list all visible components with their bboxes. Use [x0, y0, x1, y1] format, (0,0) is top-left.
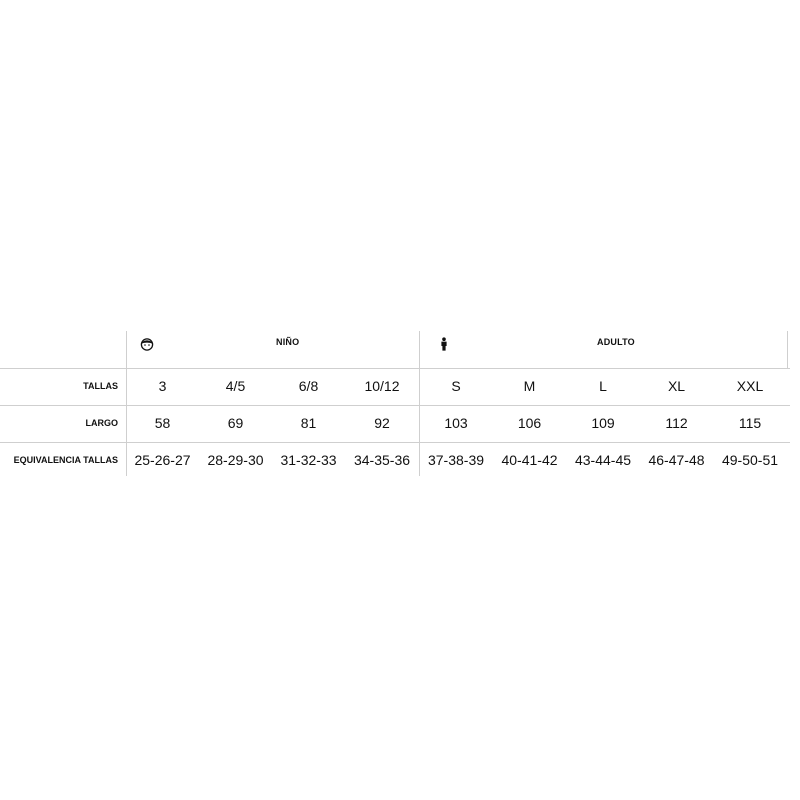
table-cell: 92: [374, 415, 390, 431]
table-cell: 34-35-36: [353, 452, 411, 468]
table-cell: 6/8: [298, 378, 319, 394]
group-header-adulto: [419, 331, 787, 368]
adult-person-icon: [437, 337, 451, 351]
table-cell: 49-50-51: [721, 452, 779, 468]
group-header-ninos: [126, 331, 419, 368]
row-equivalencia-tallas: [0, 442, 790, 479]
row-label-largo: LARGO: [85, 418, 118, 428]
table-cell: 4/5: [225, 378, 246, 394]
table-cell: 10/12: [364, 378, 400, 394]
table-cell: XL: [667, 378, 686, 394]
table-cell: 103: [444, 415, 468, 431]
size-chart-table: [0, 331, 790, 476]
child-face-icon: [140, 337, 154, 351]
table-cell: 69: [227, 415, 244, 431]
table-cell: 3: [158, 378, 167, 394]
table-cell: S: [451, 378, 461, 394]
row-label-tallas: TALLAS: [83, 381, 118, 391]
table-cell: XXL: [736, 378, 764, 394]
group-label-ninos: NIÑO: [276, 337, 300, 347]
table-cell: 40-41-42: [501, 452, 558, 468]
table-cell: L: [599, 378, 607, 394]
table-cell: 115: [738, 415, 762, 431]
table-cell: 25-26-27: [134, 452, 191, 468]
table-cell: M: [523, 378, 536, 394]
group-label-adulto: ADULTO: [597, 337, 635, 347]
table-cell: 81: [300, 415, 317, 431]
table-cell: 112: [665, 415, 688, 431]
table-cell: 31-32-33: [280, 452, 337, 468]
table-cell: 28-29-30: [207, 452, 264, 468]
table-cell: 37-38-39: [427, 452, 485, 468]
table-cell: 46-47-48: [648, 452, 705, 468]
table-cell: 43-44-45: [574, 452, 632, 468]
row-largo: [0, 405, 790, 442]
row-label-equivalencia-tallas: EQUIVALENCIA TALLAS: [13, 455, 118, 465]
group-header-row: [0, 331, 790, 368]
table-cell: 58: [154, 415, 171, 431]
row-tallas: [0, 368, 790, 405]
table-cell: 106: [517, 415, 542, 431]
table-cell: 109: [591, 415, 615, 431]
